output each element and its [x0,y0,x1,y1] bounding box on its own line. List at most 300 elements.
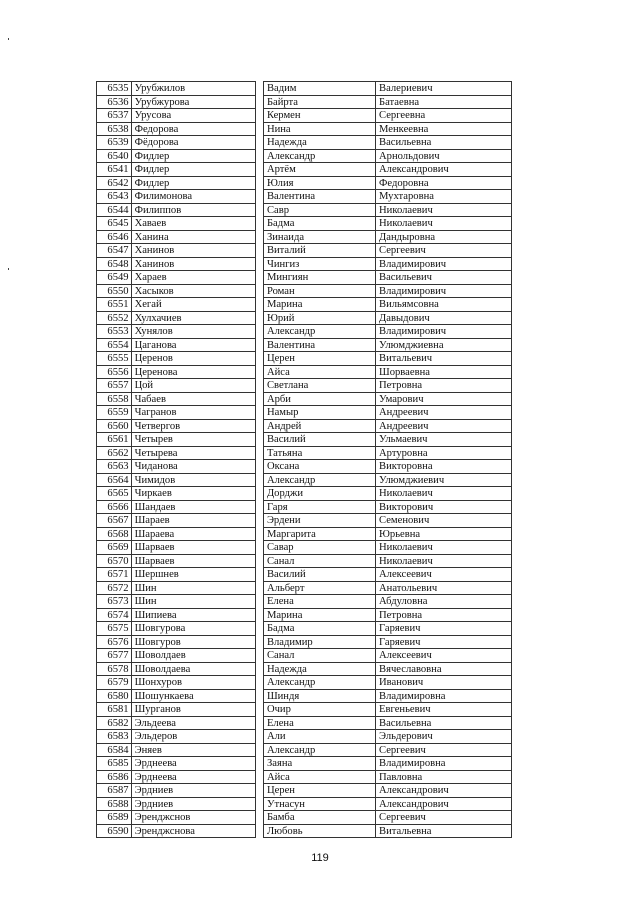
last-name-cell: Эрднеева [131,770,255,784]
patronymic-cell: Юрьевна [376,527,512,541]
patronymic-cell: Владимировна [376,689,512,703]
last-name-cell: Эльдеров [131,730,255,744]
table-row [97,203,512,217]
column-gap [255,271,263,285]
patronymic-cell: Павловна [376,770,512,784]
first-name-cell: Нина [263,122,375,136]
column-gap [255,176,263,190]
first-name-cell: Елена [263,716,375,730]
column-gap [255,365,263,379]
last-name-cell: Церенов [131,352,255,366]
patronymic-cell: Васильевна [376,716,512,730]
first-name-cell: Дорджи [263,487,375,501]
last-name-cell: Фидлер [131,176,255,190]
table-row [97,284,512,298]
row-number: 6585 [97,757,132,771]
column-gap [255,514,263,528]
table-row [97,95,512,109]
table-row [97,149,512,163]
table-row [97,109,512,123]
row-number: 6588 [97,797,132,811]
last-name-cell: Ханина [131,230,255,244]
first-name-cell: Эрдени [263,514,375,528]
patronymic-cell: Александрович [376,797,512,811]
patronymic-cell: Валериевич [376,82,512,96]
column-gap [255,433,263,447]
row-number: 6539 [97,136,132,150]
first-name-cell: Маргарита [263,527,375,541]
column-gap [255,541,263,555]
last-name-cell: Шоволдаева [131,662,255,676]
table-row [97,163,512,177]
row-number: 6576 [97,635,132,649]
table-row [97,757,512,771]
first-name-cell: Валентина [263,338,375,352]
last-name-cell: Чимидов [131,473,255,487]
column-gap [255,676,263,690]
patronymic-cell: Алексеевич [376,649,512,663]
column-gap [255,757,263,771]
first-name-cell: Роман [263,284,375,298]
first-name-cell: Али [263,730,375,744]
row-number: 6545 [97,217,132,231]
table-row [97,433,512,447]
table-row [97,311,512,325]
row-number: 6578 [97,662,132,676]
table-row [97,406,512,420]
column-gap [255,811,263,825]
column-gap [255,338,263,352]
patronymic-cell: Владимировна [376,757,512,771]
row-number: 6567 [97,514,132,528]
last-name-cell: Эренджснов [131,811,255,825]
last-name-cell: Шарваев [131,554,255,568]
patronymic-cell: Мухтаровна [376,190,512,204]
patronymic-cell: Андреевич [376,406,512,420]
patronymic-cell: Давыдович [376,311,512,325]
row-number: 6569 [97,541,132,555]
row-number: 6561 [97,433,132,447]
page-number: 119 [311,852,329,864]
patronymic-cell: Вячеславовна [376,662,512,676]
patronymic-cell: Умарович [376,392,512,406]
row-number: 6583 [97,730,132,744]
column-gap [255,662,263,676]
row-number: 6537 [97,109,132,123]
column-gap [255,82,263,96]
patronymic-cell: Николаевич [376,541,512,555]
first-name-cell: Гаря [263,500,375,514]
first-name-cell: Зинаида [263,230,375,244]
last-name-cell: Хасыков [131,284,255,298]
first-name-cell: Заяна [263,757,375,771]
table-row [97,797,512,811]
last-name-cell: Шершнев [131,568,255,582]
table-row [97,392,512,406]
last-name-cell: Шовгуров [131,635,255,649]
column-gap [255,325,263,339]
column-gap [255,743,263,757]
last-name-cell: Хулхачиев [131,311,255,325]
table-row [97,500,512,514]
patronymic-cell: Эльдерович [376,730,512,744]
first-name-cell: Виталий [263,244,375,258]
patronymic-cell: Петровна [376,608,512,622]
first-name-cell: Марина [263,298,375,312]
first-name-cell: Александр [263,743,375,757]
column-gap [255,527,263,541]
patronymic-cell: Арнольдович [376,149,512,163]
first-name-cell: Татьяна [263,446,375,460]
patronymic-cell: Анатольевич [376,581,512,595]
column-gap [255,500,263,514]
patronymic-cell: Сергеевна [376,109,512,123]
last-name-cell: Чиданова [131,460,255,474]
first-name-cell: Савр [263,203,375,217]
first-name-cell: Альберт [263,581,375,595]
table-row [97,581,512,595]
row-number: 6544 [97,203,132,217]
column-gap [255,797,263,811]
first-name-cell: Юрий [263,311,375,325]
row-number: 6582 [97,716,132,730]
column-gap [255,392,263,406]
first-name-cell: Санал [263,554,375,568]
table-row [97,352,512,366]
last-name-cell: Чагранов [131,406,255,420]
row-number: 6589 [97,811,132,825]
last-name-cell: Шараева [131,527,255,541]
last-name-cell: Урубжилов [131,82,255,96]
last-name-cell: Четырева [131,446,255,460]
table-row [97,487,512,501]
first-name-cell: Бадма [263,622,375,636]
row-number: 6587 [97,784,132,798]
last-name-cell: Шоволдаев [131,649,255,663]
column-gap [255,311,263,325]
row-number: 6563 [97,460,132,474]
row-number: 6574 [97,608,132,622]
last-name-cell: Фидлер [131,163,255,177]
patronymic-cell: Ульмаевич [376,433,512,447]
last-name-cell: Эняев [131,743,255,757]
patronymic-cell: Улюмджиевич [376,473,512,487]
row-number: 6559 [97,406,132,420]
last-name-cell: Филиппов [131,203,255,217]
first-name-cell: Светлана [263,379,375,393]
last-name-cell: Хаваев [131,217,255,231]
table-row [97,608,512,622]
column-gap [255,716,263,730]
table-row [97,811,512,825]
last-name-cell: Урусова [131,109,255,123]
patronymic-cell: Васильевна [376,136,512,150]
last-name-cell: Цаганова [131,338,255,352]
first-name-cell: Марина [263,608,375,622]
column-gap [255,730,263,744]
patronymic-cell: Николаевич [376,554,512,568]
row-number: 6547 [97,244,132,258]
patronymic-cell: Алексеевич [376,568,512,582]
row-number: 6572 [97,581,132,595]
last-name-cell: Урубжурова [131,95,255,109]
column-gap [255,487,263,501]
row-number: 6546 [97,230,132,244]
last-name-cell: Чиркаев [131,487,255,501]
column-gap [255,473,263,487]
column-gap [255,446,263,460]
row-number: 6573 [97,595,132,609]
last-name-cell: Федорова [131,122,255,136]
table-row [97,460,512,474]
row-number: 6568 [97,527,132,541]
table-row [97,595,512,609]
patronymic-cell: Александрович [376,784,512,798]
last-name-cell: Фидлер [131,149,255,163]
table-row [97,662,512,676]
table-row [97,338,512,352]
table-row [97,325,512,339]
first-name-cell: Чингиз [263,257,375,271]
table-row [97,703,512,717]
table-row [97,446,512,460]
first-name-cell: Александр [263,473,375,487]
patronymic-cell: Семенович [376,514,512,528]
table-row [97,244,512,258]
last-name-cell: Шарваев [131,541,255,555]
patronymic-cell: Викторович [376,500,512,514]
patronymic-cell: Абдуловна [376,595,512,609]
patronymic-cell: Сергеевич [376,244,512,258]
table-row [97,298,512,312]
first-name-cell: Церен [263,784,375,798]
first-name-cell: Арби [263,392,375,406]
column-gap [255,230,263,244]
last-name-cell: Шовгурова [131,622,255,636]
last-name-cell: Шонхуров [131,676,255,690]
patronymic-cell: Николаевич [376,203,512,217]
column-gap [255,95,263,109]
last-name-cell: Ханинов [131,257,255,271]
last-name-cell: Цой [131,379,255,393]
table-row [97,784,512,798]
column-gap [255,784,263,798]
row-number: 6541 [97,163,132,177]
last-name-cell: Ханинов [131,244,255,258]
row-number: 6549 [97,271,132,285]
patronymic-cell: Евгеньевич [376,703,512,717]
table-row [97,82,512,96]
patronymic-cell: Витальевна [376,824,512,838]
first-name-cell: Надежда [263,136,375,150]
first-name-cell: Юлия [263,176,375,190]
column-gap [255,635,263,649]
table-row [97,716,512,730]
column-gap [255,568,263,582]
first-name-cell: Александр [263,149,375,163]
first-name-cell: Надежда [263,662,375,676]
column-gap [255,419,263,433]
patronymic-cell: Артуровна [376,446,512,460]
table-row [97,541,512,555]
last-name-cell: Эрднеева [131,757,255,771]
row-number: 6586 [97,770,132,784]
column-gap [255,554,263,568]
row-number: 6542 [97,176,132,190]
first-name-cell: Елена [263,595,375,609]
last-name-cell: Шандаев [131,500,255,514]
row-number: 6558 [97,392,132,406]
last-name-cell: Шошункаева [131,689,255,703]
row-number: 6554 [97,338,132,352]
table-row [97,136,512,150]
table-row [97,419,512,433]
row-number: 6551 [97,298,132,312]
column-gap [255,284,263,298]
row-number: 6555 [97,352,132,366]
patronymic-cell: Андреевич [376,419,512,433]
patronymic-cell: Александрович [376,163,512,177]
last-name-cell: Хегай [131,298,255,312]
first-name-cell: Василий [263,568,375,582]
row-number: 6564 [97,473,132,487]
table-row [97,257,512,271]
column-gap [255,703,263,717]
column-gap [255,649,263,663]
table-row [97,689,512,703]
table-row [97,770,512,784]
last-name-cell: Хунялов [131,325,255,339]
column-gap [255,581,263,595]
row-number: 6590 [97,824,132,838]
patronymic-cell: Менкеевна [376,122,512,136]
first-name-cell: Бадма [263,217,375,231]
first-name-cell: Байрта [263,95,375,109]
last-name-cell: Четвергов [131,419,255,433]
patronymic-cell: Васильевич [376,271,512,285]
column-gap [255,406,263,420]
column-gap [255,770,263,784]
last-name-cell: Чабаев [131,392,255,406]
last-name-cell: Церенова [131,365,255,379]
row-number: 6565 [97,487,132,501]
table-row [97,676,512,690]
patronymic-cell: Петровна [376,379,512,393]
column-gap [255,824,263,838]
row-number: 6579 [97,676,132,690]
row-number: 6584 [97,743,132,757]
column-gap [255,217,263,231]
first-name-cell: Айса [263,365,375,379]
last-name-cell: Шурганов [131,703,255,717]
column-gap [255,352,263,366]
column-gap [255,136,263,150]
last-name-cell: Четырев [131,433,255,447]
column-gap [255,595,263,609]
table-row [97,554,512,568]
patronymic-cell: Иванович [376,676,512,690]
row-number: 6540 [97,149,132,163]
row-number: 6566 [97,500,132,514]
row-number: 6535 [97,82,132,96]
patronymic-cell: Гаряевич [376,635,512,649]
table-row [97,122,512,136]
table-row [97,824,512,838]
first-name-cell: Намыр [263,406,375,420]
first-name-cell: Оксана [263,460,375,474]
last-name-cell: Шипиева [131,608,255,622]
patronymic-cell: Владимирович [376,284,512,298]
column-gap [255,379,263,393]
patronymic-cell: Улюмджиевна [376,338,512,352]
patronymic-cell: Батаевна [376,95,512,109]
table-row [97,176,512,190]
first-name-cell: Шиндя [263,689,375,703]
patronymic-cell: Шорваевна [376,365,512,379]
table-row [97,568,512,582]
scan-speck [8,268,9,270]
table-row [97,514,512,528]
patronymic-cell: Николаевич [376,217,512,231]
column-gap [255,608,263,622]
table-row [97,730,512,744]
first-name-cell: Кермен [263,109,375,123]
patronymic-cell: Николаевич [376,487,512,501]
first-name-cell: Савар [263,541,375,555]
table-row [97,743,512,757]
row-number: 6571 [97,568,132,582]
column-gap [255,122,263,136]
row-number: 6550 [97,284,132,298]
last-name-cell: Эльдеева [131,716,255,730]
last-name-cell: Филимонова [131,190,255,204]
column-gap [255,203,263,217]
first-name-cell: Александр [263,676,375,690]
roster-table [96,81,512,838]
patronymic-cell: Гаряевич [376,622,512,636]
first-name-cell: Церен [263,352,375,366]
column-gap [255,257,263,271]
roster-table-body [97,82,512,838]
first-name-cell: Санал [263,649,375,663]
first-name-cell: Василий [263,433,375,447]
patronymic-cell: Дандыровна [376,230,512,244]
first-name-cell: Очир [263,703,375,717]
first-name-cell: Любовь [263,824,375,838]
row-number: 6575 [97,622,132,636]
patronymic-cell: Вильямсовна [376,298,512,312]
column-gap [255,149,263,163]
row-number: 6556 [97,365,132,379]
table-row [97,190,512,204]
table-row [97,271,512,285]
row-number: 6552 [97,311,132,325]
table-row [97,473,512,487]
patronymic-cell: Владимирович [376,325,512,339]
last-name-cell: Эрдниев [131,797,255,811]
patronymic-cell: Сергеевич [376,743,512,757]
table-row [97,379,512,393]
scan-speck [8,38,9,40]
last-name-cell: Фёдорова [131,136,255,150]
first-name-cell: Артём [263,163,375,177]
column-gap [255,460,263,474]
column-gap [255,163,263,177]
patronymic-cell: Сергеевич [376,811,512,825]
row-number: 6570 [97,554,132,568]
row-number: 6548 [97,257,132,271]
last-name-cell: Эренджснова [131,824,255,838]
